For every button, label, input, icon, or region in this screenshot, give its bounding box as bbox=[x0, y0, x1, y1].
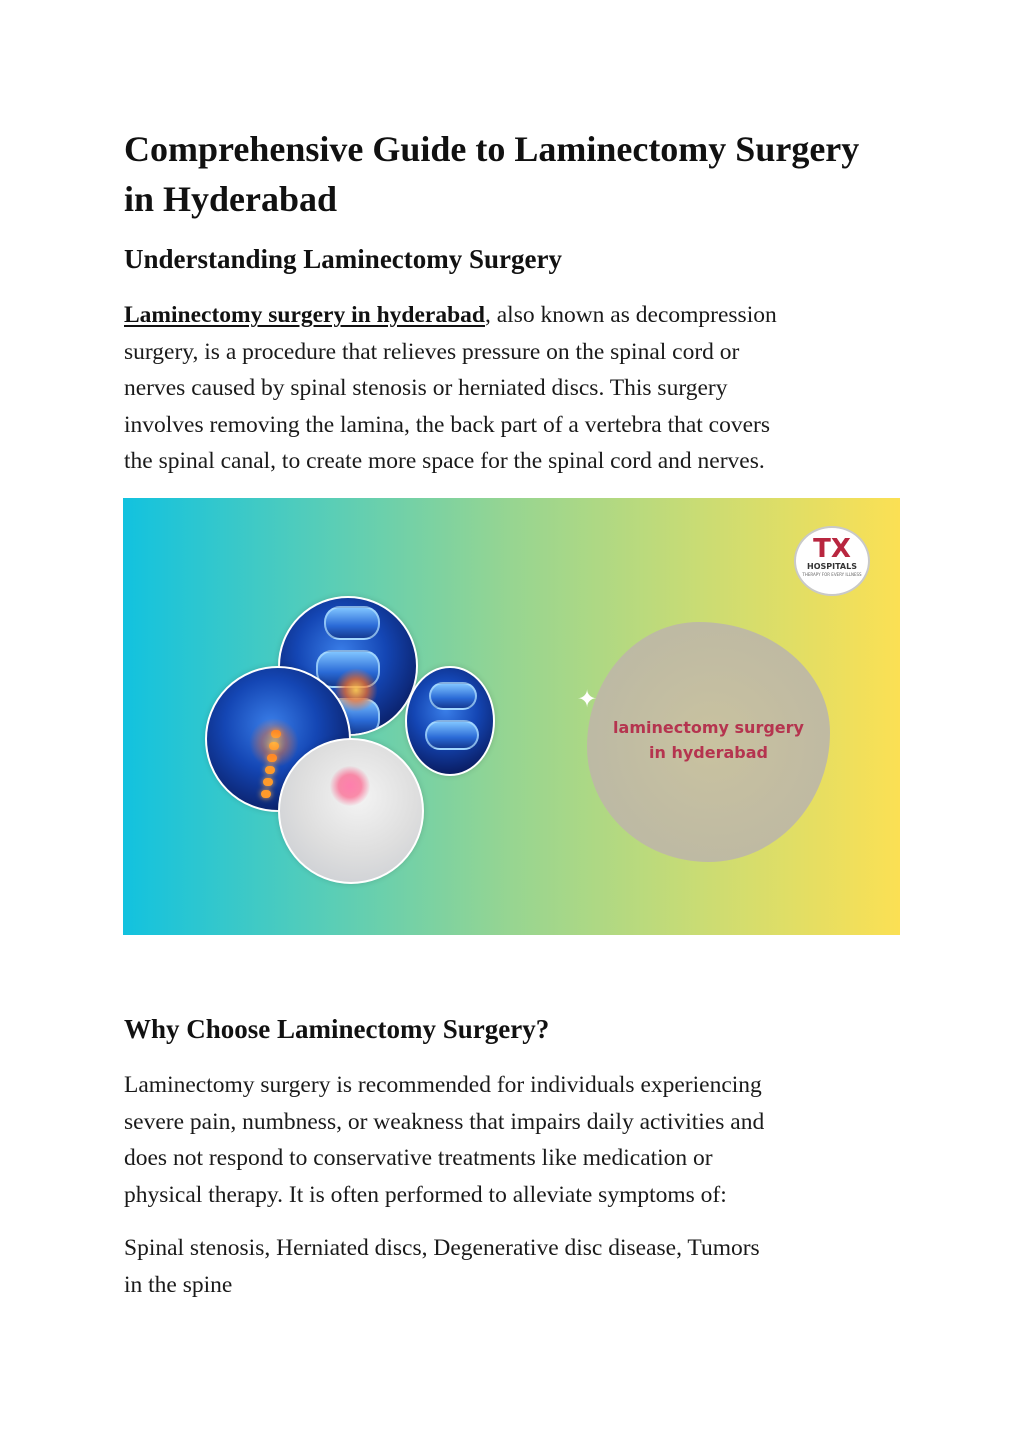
symptoms-line-1: Spinal stenosis, Herniated discs, Degenerative disc disease, Tumors bbox=[124, 1235, 760, 1261]
why-line-1: Laminectomy surgery is recommended for individuals experiencing bbox=[124, 1072, 762, 1098]
logo-tx-text: TX bbox=[813, 534, 851, 564]
intro-line-1 bbox=[124, 297, 904, 334]
sparkle-icon: ✦ bbox=[576, 685, 598, 713]
intro-line-5: the spinal canal, to create more space for the spinal cord and nerves. bbox=[124, 448, 765, 474]
page-title bbox=[124, 124, 914, 224]
intro-line-3: nerves caused by spinal stenosis or herniated discs. This surgery bbox=[124, 375, 728, 401]
why-line-2: severe pain, numbness, or weakness that impairs daily activities and bbox=[124, 1108, 765, 1135]
page-title-line-2: in Hyderabad bbox=[124, 179, 338, 219]
tx-hospitals-logo bbox=[794, 526, 870, 596]
intro-line-2: surgery, is a procedure that relieves pressure on the spinal cord or bbox=[124, 338, 740, 365]
section-heading-understanding: Understanding Laminectomy Surgery bbox=[124, 244, 562, 274]
symptoms-paragraph bbox=[124, 1230, 904, 1303]
page-title-line-1: Comprehensive Guide to Laminectomy Surgery bbox=[124, 129, 860, 169]
why-paragraph bbox=[124, 1067, 904, 1213]
intro-paragraph bbox=[124, 297, 904, 480]
hip-nerve-circle-image bbox=[278, 738, 424, 884]
why-line-4: physical therapy. It is often performed to alleviate symptoms of: bbox=[124, 1181, 727, 1208]
symptoms-line-2: in the spine bbox=[124, 1271, 233, 1298]
banner-caption-line-1: laminectomy surgery bbox=[613, 718, 804, 737]
banner-caption bbox=[587, 715, 830, 765]
spine-side-circle-image bbox=[405, 666, 495, 776]
banner-caption-line-2: in hyderabad bbox=[649, 743, 768, 762]
section-heading-why-choose: Why Choose Laminectomy Surgery? bbox=[124, 1014, 550, 1044]
intro-line-1-text: , also known as decompression bbox=[484, 302, 777, 328]
laminectomy-link[interactable]: Laminectomy surgery in hyderabad bbox=[124, 302, 485, 328]
why-line-3: does not respond to conservative treatments like medication or bbox=[124, 1145, 713, 1171]
logo-tagline-text: THERAPY FOR EVERY ILLNESS bbox=[802, 572, 862, 577]
intro-line-4: involves removing the lamina, the back part of a vertebra that covers bbox=[124, 411, 771, 438]
logo-hospitals-text: HOSPITALS bbox=[807, 562, 857, 571]
